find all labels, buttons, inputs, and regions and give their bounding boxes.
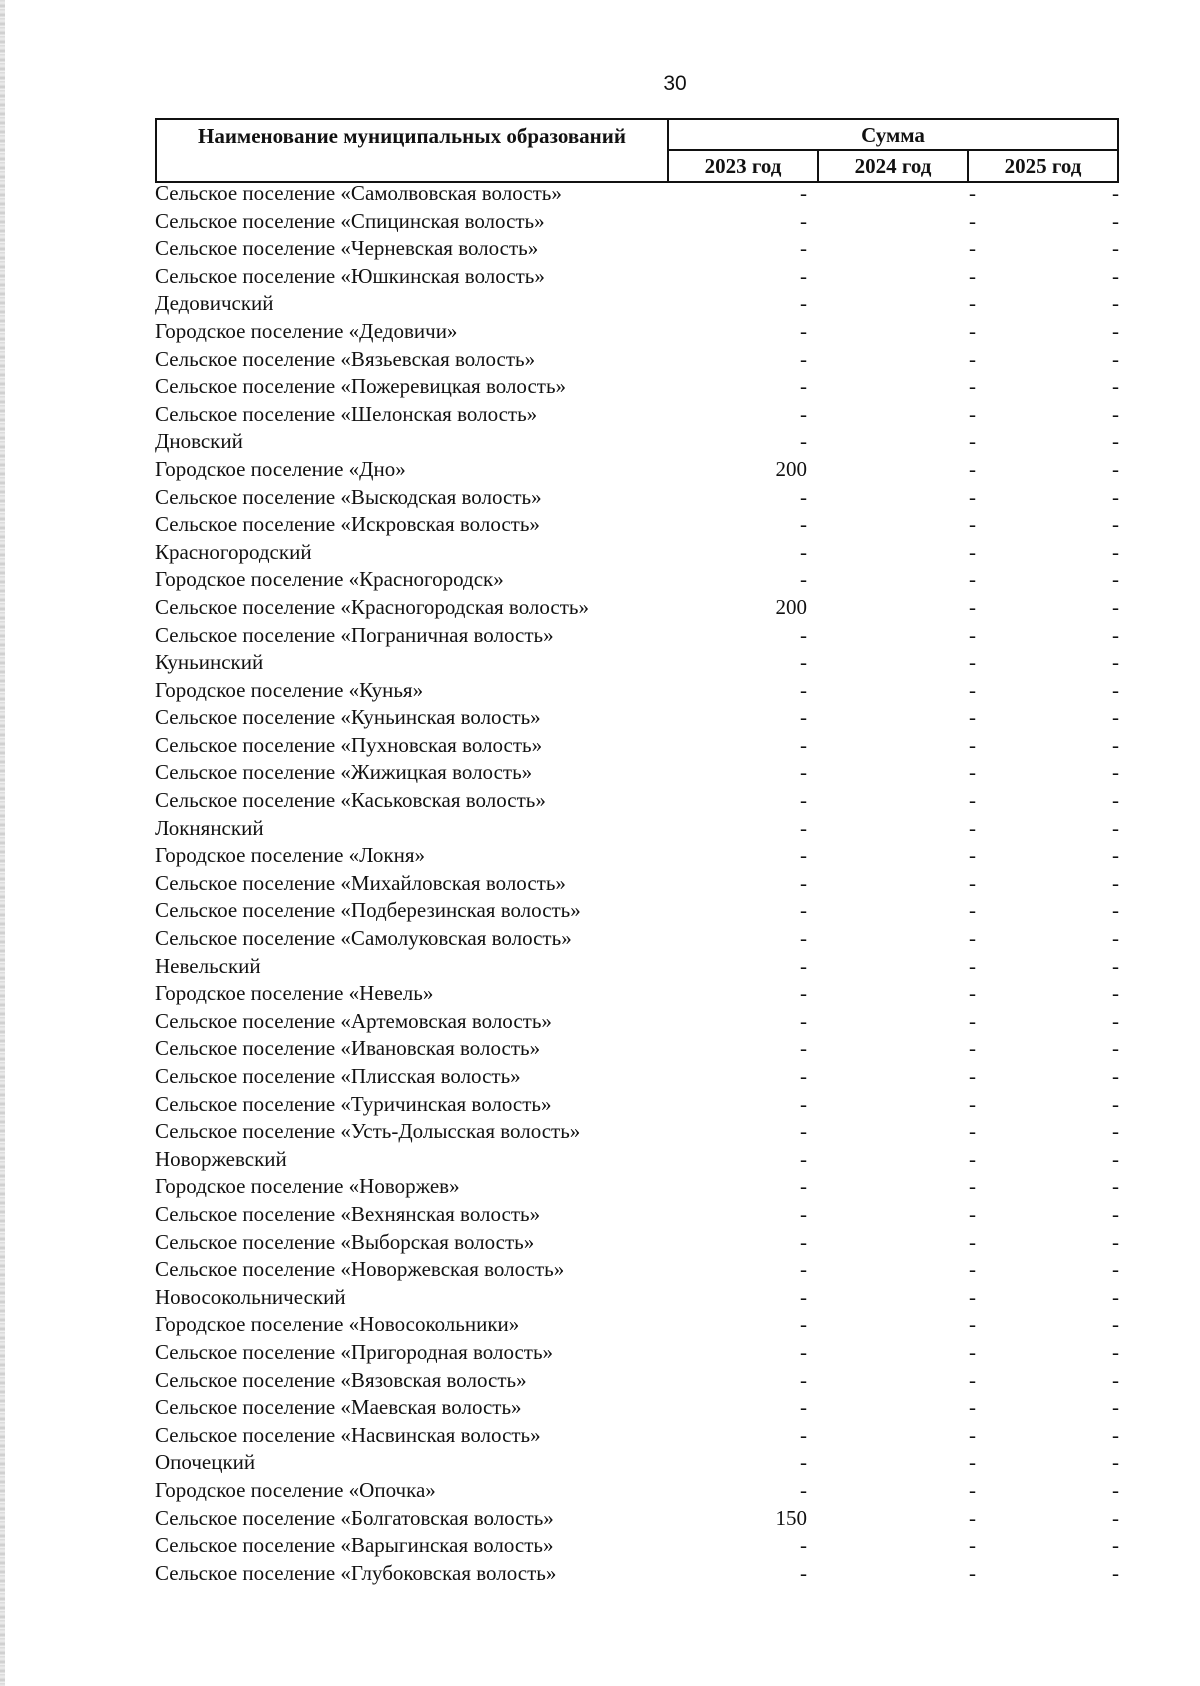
amount-2025: -: [1112, 1146, 1119, 1171]
amount-2023: -: [800, 1450, 807, 1475]
amount-2023: -: [800, 953, 807, 978]
amount-2023: -: [800, 401, 807, 426]
amount-2023: -: [800, 1146, 807, 1171]
amount-2024: -: [969, 953, 976, 978]
table-row: [155, 1284, 1119, 1312]
table-row: [155, 704, 1119, 732]
amount-2024: -: [969, 208, 976, 233]
municipality-name: Городское поселение «Кунья»: [155, 677, 424, 702]
municipality-name: Сельское поселение «Маевская волость»: [155, 1395, 522, 1420]
amount-2024: -: [969, 346, 976, 371]
amount-2024: -: [969, 1201, 976, 1226]
table-row: [155, 897, 1119, 925]
amount-2025: -: [1112, 760, 1119, 785]
amount-2024: -: [969, 236, 976, 261]
amount-2023: -: [800, 760, 807, 785]
municipality-name: Городское поселение «Дно»: [155, 456, 406, 481]
amount-2025: -: [1112, 1284, 1119, 1309]
municipality-name: Сельское поселение «Каськовская волость»: [155, 788, 546, 813]
municipality-name: Сельское поселение «Пухновская волость»: [155, 732, 543, 757]
amount-2024: -: [969, 1477, 976, 1502]
table-row: [155, 346, 1119, 374]
amount-2023: 150: [775, 1505, 807, 1530]
amount-2025: -: [1112, 815, 1119, 840]
amount-2024: -: [969, 705, 976, 730]
municipality-name: Сельское поселение «Выскодская волость»: [155, 484, 542, 509]
table-row: [155, 787, 1119, 815]
table-row: [155, 1311, 1119, 1339]
amount-2023: -: [800, 843, 807, 868]
amount-2024: -: [969, 1422, 976, 1447]
municipality-name: Сельское поселение «Плисская волость»: [155, 1064, 521, 1088]
amount-2024: -: [969, 760, 976, 785]
amount-2025: -: [1112, 594, 1119, 619]
table-row: [155, 1256, 1119, 1284]
amount-2024: -: [969, 1284, 976, 1309]
amount-2023: -: [800, 1064, 807, 1088]
amount-2024: -: [969, 1395, 976, 1420]
amount-2023: -: [800, 567, 807, 592]
table-header: [155, 118, 1119, 183]
amount-2025: -: [1112, 263, 1119, 288]
table-row: [155, 953, 1119, 981]
amount-2024: -: [969, 1505, 976, 1530]
amount-2024: -: [969, 594, 976, 619]
amount-2025: -: [1112, 1312, 1119, 1337]
municipality-name: Красногородский: [155, 539, 312, 564]
column-header-2024: 2024 год: [819, 151, 969, 181]
amount-2025: -: [1112, 1174, 1119, 1199]
table-row: [155, 566, 1119, 594]
amount-2025: -: [1112, 1008, 1119, 1033]
table-row: [155, 925, 1119, 953]
table-row: [155, 815, 1119, 843]
amount-2025: -: [1112, 981, 1119, 1006]
table-row: [155, 1118, 1119, 1146]
amount-2023: -: [800, 208, 807, 233]
municipality-name: Невельский: [155, 953, 261, 978]
table-row: [155, 732, 1119, 760]
table-row: [155, 263, 1119, 291]
amount-2024: -: [969, 650, 976, 675]
amount-2025: -: [1112, 1533, 1119, 1558]
table-row: [155, 759, 1119, 787]
municipality-name: Сельское поселение «Варыгинская волость»: [155, 1533, 554, 1558]
amount-2025: -: [1112, 953, 1119, 978]
amount-2023: -: [800, 981, 807, 1006]
amount-2023: -: [800, 1560, 807, 1585]
municipality-name: Сельское поселение «Красногородская волость»: [155, 594, 589, 619]
amount-2024: -: [969, 374, 976, 399]
amount-2023: 200: [775, 456, 807, 481]
municipality-name: Сельское поселение «Спицинская волость»: [155, 208, 545, 233]
amount-2024: -: [969, 539, 976, 564]
amount-2024: -: [969, 567, 976, 592]
table-row: [155, 428, 1119, 456]
municipality-name: Городское поселение «Новосокольники»: [155, 1312, 520, 1337]
amount-2024: -: [969, 843, 976, 868]
municipality-name: Городское поселение «Красногородск»: [155, 567, 504, 592]
amount-2025: -: [1112, 1505, 1119, 1530]
municipality-name: Сельское поселение «Пригородная волость»: [155, 1339, 554, 1364]
amount-2025: -: [1112, 318, 1119, 343]
municipality-name: Городское поселение «Невель»: [155, 981, 434, 1006]
municipality-name: Сельское поселение «Шелонская волость»: [155, 401, 538, 426]
table-body: [155, 180, 1119, 1587]
municipality-name: Локнянский: [155, 815, 264, 840]
amount-2024: -: [969, 870, 976, 895]
table-row: [155, 484, 1119, 512]
municipality-name: Новосокольнический: [155, 1284, 346, 1309]
amount-2023: -: [800, 1201, 807, 1226]
amount-2023: -: [800, 1036, 807, 1061]
amount-2025: -: [1112, 1422, 1119, 1447]
amount-2025: -: [1112, 1395, 1119, 1420]
amount-2024: -: [969, 1091, 976, 1116]
amount-2025: -: [1112, 622, 1119, 647]
amount-2025: -: [1112, 1560, 1119, 1585]
amount-2023: 200: [775, 594, 807, 619]
table-row: [155, 870, 1119, 898]
table-row: [155, 594, 1119, 622]
amount-2025: -: [1112, 650, 1119, 675]
amount-2025: -: [1112, 291, 1119, 316]
amount-2025: -: [1112, 512, 1119, 537]
amount-2025: -: [1112, 236, 1119, 261]
amount-2024: -: [969, 1560, 976, 1585]
amount-2024: -: [969, 1064, 976, 1088]
amount-2024: -: [969, 1119, 976, 1144]
amount-2025: -: [1112, 732, 1119, 757]
column-header-2025: 2025 год: [1004, 154, 1082, 178]
amount-2025: -: [1112, 346, 1119, 371]
municipality-name: Сельское поселение «Куньинская волость»: [155, 705, 541, 730]
amount-2023: -: [800, 1091, 807, 1116]
municipality-name: Опочецкий: [155, 1450, 256, 1475]
amount-2024: -: [969, 263, 976, 288]
amount-2024: -: [969, 1450, 976, 1475]
municipality-name: Сельское поселение «Вязовская волость»: [155, 1367, 527, 1392]
amount-2024: -: [969, 677, 976, 702]
amount-2023: -: [800, 1174, 807, 1199]
amount-2023: -: [800, 1284, 807, 1309]
column-header-2023: 2023 год: [669, 151, 819, 181]
table-row: [155, 842, 1119, 870]
amount-2025: -: [1112, 870, 1119, 895]
amount-2023: -: [800, 1257, 807, 1282]
table-row: [155, 1422, 1119, 1450]
municipality-name: Сельское поселение «Жижицкая волость»: [155, 760, 533, 785]
municipality-name: Сельское поселение «Усть-Долысская волость»: [155, 1119, 581, 1144]
amount-2025: -: [1112, 1091, 1119, 1116]
amount-2025: -: [1112, 429, 1119, 454]
table-row: [155, 318, 1119, 346]
amount-2025: -: [1112, 181, 1119, 205]
municipality-name: Новоржевский: [155, 1146, 287, 1171]
table-row: [155, 1477, 1119, 1505]
amount-2025: -: [1112, 1119, 1119, 1144]
municipality-name: Городское поселение «Опочка»: [155, 1477, 436, 1502]
amount-2025: -: [1112, 1201, 1119, 1226]
amount-2023: -: [800, 1367, 807, 1392]
amount-2023: -: [800, 732, 807, 757]
municipality-name: Сельское поселение «Самолвовская волость»: [155, 181, 562, 205]
amount-2023: -: [800, 1008, 807, 1033]
table-row: [155, 1201, 1119, 1229]
table-row: [155, 1173, 1119, 1201]
amount-2025: -: [1112, 788, 1119, 813]
amount-2024: -: [969, 1533, 976, 1558]
amount-2024: -: [969, 318, 976, 343]
municipality-name: Сельское поселение «Вязьевская волость»: [155, 346, 536, 371]
table-row: [155, 1394, 1119, 1422]
amount-2024: -: [969, 926, 976, 951]
amount-2023: -: [800, 346, 807, 371]
table-row: [155, 373, 1119, 401]
scan-edge-artifact: [0, 0, 5, 1686]
municipality-name: Городское поселение «Новоржев»: [155, 1174, 460, 1199]
amount-2024: -: [969, 429, 976, 454]
amount-2024: -: [969, 788, 976, 813]
amount-2025: -: [1112, 401, 1119, 426]
page-number: 30: [663, 72, 687, 95]
municipality-name: Сельское поселение «Черневская волость»: [155, 236, 539, 261]
municipality-name: Сельское поселение «Юшкинская волость»: [155, 263, 545, 288]
amount-2023: -: [800, 291, 807, 316]
amount-2023: -: [800, 705, 807, 730]
table-row: [155, 1008, 1119, 1036]
municipality-name: Дновский: [155, 429, 243, 454]
table-row: [155, 1091, 1119, 1119]
amount-2023: -: [800, 318, 807, 343]
amount-2024: -: [969, 1174, 976, 1199]
amount-2023: -: [800, 815, 807, 840]
amount-2024: -: [969, 1257, 976, 1282]
table-row: [155, 677, 1119, 705]
municipality-name: Сельское поселение «Артемовская волость»: [155, 1008, 552, 1033]
amount-2025: -: [1112, 926, 1119, 951]
amount-2025: -: [1112, 567, 1119, 592]
municipality-name: Сельское поселение «Выборская волость»: [155, 1229, 535, 1254]
amount-2025: -: [1112, 677, 1119, 702]
amount-2024: -: [969, 1146, 976, 1171]
table-row: [155, 180, 1119, 208]
amount-2024: -: [969, 1339, 976, 1364]
table-row: [155, 1035, 1119, 1063]
amount-2024: -: [969, 1036, 976, 1061]
amount-2025: -: [1112, 1229, 1119, 1254]
municipality-name: Сельское поселение «Подберезинская волость»: [155, 898, 581, 923]
amount-2023: -: [800, 263, 807, 288]
amount-2025: -: [1112, 1257, 1119, 1282]
amount-2024: -: [969, 1229, 976, 1254]
amount-2025: -: [1112, 1477, 1119, 1502]
table-row: [155, 401, 1119, 429]
amount-2023: -: [800, 484, 807, 509]
amount-2024: -: [969, 456, 976, 481]
municipality-name: Сельское поселение «Пожеревицкая волость»: [155, 374, 567, 399]
amount-2023: -: [800, 898, 807, 923]
municipality-name: Дедовичский: [155, 291, 274, 316]
municipality-name: Сельское поселение «Пограничная волость»: [155, 622, 554, 647]
amount-2024: -: [969, 484, 976, 509]
table-row: [155, 511, 1119, 539]
municipality-name: Сельское поселение «Вехнянская волость»: [155, 1201, 541, 1226]
amount-2024: -: [969, 732, 976, 757]
amount-2023: -: [800, 1229, 807, 1254]
amount-2024: -: [969, 815, 976, 840]
column-header-name: Наименование муниципальных образований: [157, 120, 669, 181]
amount-2025: -: [1112, 208, 1119, 233]
amount-2024: -: [969, 291, 976, 316]
amount-2024: -: [969, 1008, 976, 1033]
table-row: [155, 1560, 1119, 1588]
municipality-name: Городское поселение «Локня»: [155, 843, 425, 868]
municipality-name: Куньинский: [155, 650, 264, 675]
amount-2025: -: [1112, 456, 1119, 481]
table-row: [155, 980, 1119, 1008]
amount-2025: -: [1112, 1036, 1119, 1061]
amount-2023: -: [800, 1422, 807, 1447]
municipality-name: Сельское поселение «Искровская волость»: [155, 512, 540, 537]
amount-2025: -: [1112, 705, 1119, 730]
table-row: [155, 539, 1119, 567]
amount-2024: -: [969, 1367, 976, 1392]
table-row: [155, 622, 1119, 650]
amount-2023: -: [800, 1395, 807, 1420]
amount-2025: -: [1112, 539, 1119, 564]
amount-2023: -: [800, 1312, 807, 1337]
amount-2025: -: [1112, 1367, 1119, 1392]
municipality-name: Сельское поселение «Насвинская волость»: [155, 1422, 541, 1447]
table-row: [155, 1146, 1119, 1174]
column-header-sum: Сумма: [669, 120, 1117, 151]
amount-2024: -: [969, 1312, 976, 1337]
amount-2023: -: [800, 1339, 807, 1364]
municipality-name: Сельское поселение «Глубоковская волость»: [155, 1560, 557, 1585]
amount-2023: -: [800, 870, 807, 895]
amount-2023: -: [800, 926, 807, 951]
amount-2024: -: [969, 512, 976, 537]
amount-2023: -: [800, 539, 807, 564]
municipality-name: Городское поселение «Дедовичи»: [155, 318, 458, 343]
amount-2023: -: [800, 1119, 807, 1144]
amount-2025: -: [1112, 1339, 1119, 1364]
amount-2023: -: [800, 181, 807, 205]
amount-2023: -: [800, 1477, 807, 1502]
table-row: [155, 1367, 1119, 1395]
amount-2023: -: [800, 512, 807, 537]
amount-2023: -: [800, 622, 807, 647]
municipality-name: Сельское поселение «Михайловская волость»: [155, 870, 566, 895]
table-row: [155, 1339, 1119, 1367]
table-row: [155, 1229, 1119, 1257]
amount-2024: -: [969, 401, 976, 426]
amount-2023: -: [800, 429, 807, 454]
amount-2023: -: [800, 788, 807, 813]
amount-2023: -: [800, 650, 807, 675]
municipality-name: Сельское поселение «Самолуковская волость»: [155, 926, 572, 951]
amount-2024: -: [969, 898, 976, 923]
amount-2023: -: [800, 677, 807, 702]
amount-2023: -: [800, 374, 807, 399]
municipality-name: Сельское поселение «Ивановская волость»: [155, 1036, 541, 1061]
table-row: [155, 1505, 1119, 1533]
amount-2025: -: [1112, 484, 1119, 509]
municipality-name: Сельское поселение «Болгатовская волость»: [155, 1505, 554, 1530]
amount-2025: -: [1112, 843, 1119, 868]
table-row: [155, 290, 1119, 318]
table-row: [155, 208, 1119, 236]
amount-2024: -: [969, 181, 976, 205]
amount-2025: -: [1112, 898, 1119, 923]
amount-2025: -: [1112, 1450, 1119, 1475]
amount-2023: -: [800, 1533, 807, 1558]
amount-2024: -: [969, 622, 976, 647]
table-row: [155, 456, 1119, 484]
municipality-name: Сельское поселение «Туричинская волость»: [155, 1091, 552, 1116]
amount-2025: -: [1112, 1064, 1119, 1088]
amount-2024: -: [969, 981, 976, 1006]
amount-2025: -: [1112, 374, 1119, 399]
table-row: [155, 649, 1119, 677]
table-row: [155, 1532, 1119, 1560]
municipality-name: Сельское поселение «Новоржевская волость»: [155, 1257, 565, 1282]
table-row: [155, 1063, 1119, 1091]
table-row: [155, 1449, 1119, 1477]
table-row: [155, 235, 1119, 263]
amount-2023: -: [800, 236, 807, 261]
